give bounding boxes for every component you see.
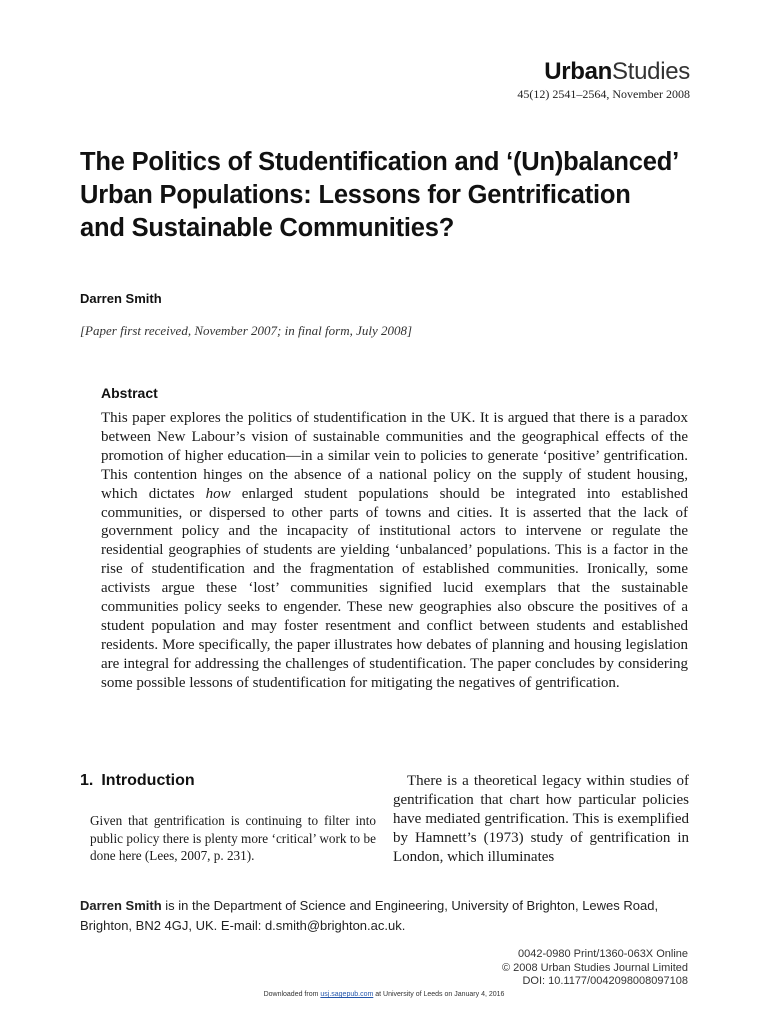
author-affiliation: [80, 896, 692, 936]
doi-line: DOI: 10.1177/0042098008097108: [522, 975, 688, 987]
download-notice: [0, 991, 768, 998]
section-title: Introduction: [101, 772, 195, 789]
article-title: The Politics of Studentification and ‘(Un)balanced’ Urban Populations: Lessons for Gentrification and Sustainable Communities?: [80, 148, 678, 242]
download-link[interactable]: usj.sagepub.com: [320, 991, 374, 998]
journal-logo: [517, 58, 690, 86]
journal-name-bold: Urban: [544, 58, 613, 85]
issn-line: 0042-0980 Print/1360-063X Online: [517, 948, 688, 960]
download-suffix: at University of Leeds on January 4, 2016: [373, 991, 505, 998]
abstract-text-part-1: This paper explores the politics of studentification in the UK. It is argued that there is a paradox between New Labour’s vision of sustainable communities and the geographical effects of the promotion of higher education—in a similar vein to policies to generate ‘positive’ gentrification. This contention hinges on the absence of a national policy on the supply of student housing, which dictates: [101, 410, 688, 502]
affiliation-author-name: Darren Smith: [80, 898, 162, 913]
abstract-heading: Abstract: [101, 385, 158, 401]
abstract-emphasis: how: [205, 485, 231, 502]
introduction-paragraph: There is a theoretical legacy within studies of gentrification that chart how particular policies have mediated gentrification. This is exemplified by Hamnett’s (1973) study of gentrification in London, which illuminates: [393, 773, 689, 865]
section-heading-introduction: [80, 772, 195, 790]
epigraph-quote: Given that gentrification is continuing to filter into public policy there is plenty more ‘critical’ work to be done here (Lees, 2007, p. 231).: [90, 813, 376, 863]
download-prefix: Downloaded from: [263, 991, 321, 998]
copyright-line: © 2008 Urban Studies Journal Limited: [501, 961, 688, 974]
received-dates: [Paper first received, November 2007; in final form, July 2008]: [80, 323, 413, 338]
abstract-text: [101, 409, 688, 693]
journal-name-light: Studies: [612, 58, 690, 85]
publication-info: [502, 948, 688, 989]
abstract-text-part-2: enlarged student populations should be integrated into established communities, or dispersed to other parts of towns and cities. It is asserted that the lack of government policy and the incapacity of institutional actors to intervene or regulate the residential geographies of students are yielding ‘unbalanced’ populations. This is a factor in the rise of studentification and the fragmentation of established communities. Ironically, some activists argue these ‘lost’ communities signified lucid exemplars that the sustainable communities policy seeks to engender. These new geographies also obscure the positives of a student population and may foster resentment and conflict between students and established residents. More specifically, the paper illustrates how debates of planning and housing legislation are integral for addressing the challenges of studentification. The paper concludes by considering some possible lessons of studentification for mitigating the negatives of gentrification.: [101, 485, 688, 691]
article-author: Darren Smith: [80, 291, 162, 306]
journal-citation: 45(12) 2541–2564, November 2008: [517, 87, 690, 101]
journal-masthead: [517, 58, 690, 101]
section-number: 1.: [80, 772, 94, 789]
affiliation-text: is in the Department of Science and Engineering, University of Brighton, Lewes Road, Brighton, BN2 4GJ, UK. E-mail: d.smith@brighton.ac.uk.: [80, 898, 659, 933]
